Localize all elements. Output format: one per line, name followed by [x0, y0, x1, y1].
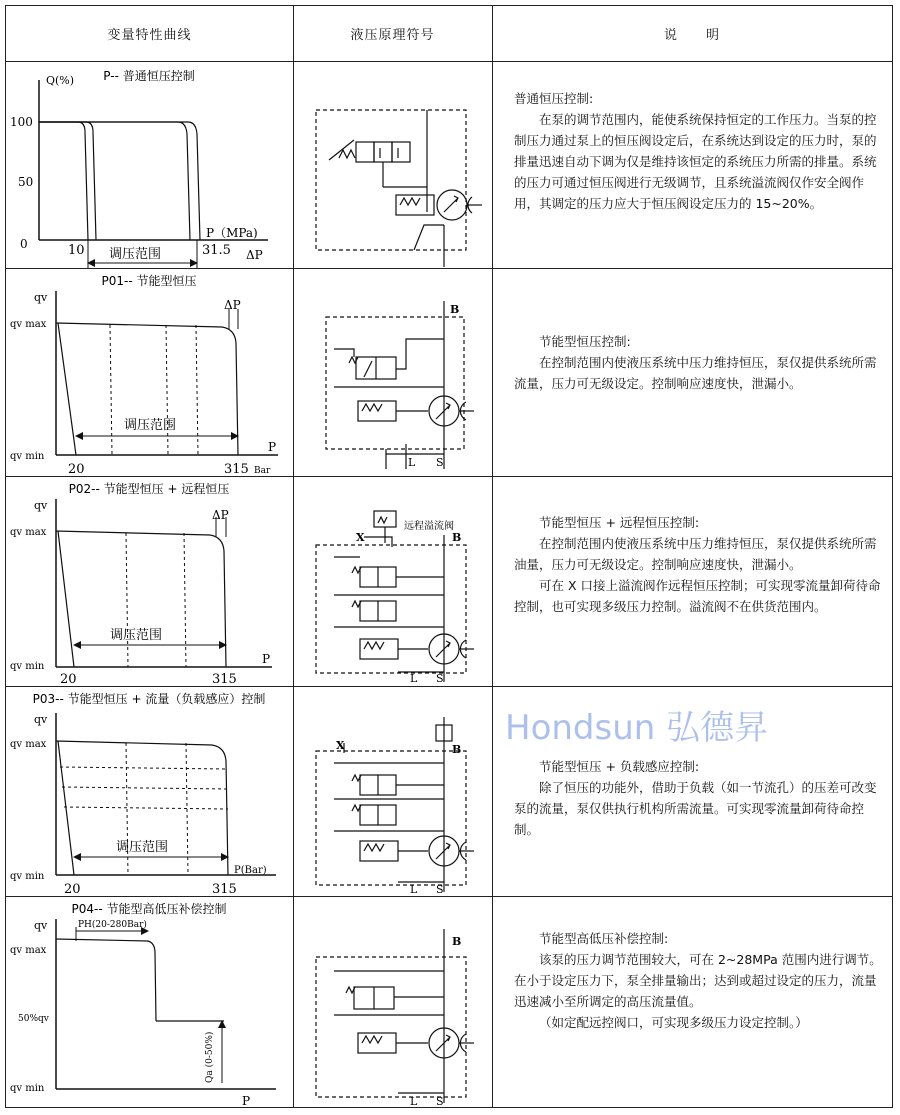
p-label: P — [268, 440, 277, 454]
spec-table — [5, 5, 893, 1108]
y-tick-100: 100 — [10, 115, 33, 129]
x-end-label: 315 — [212, 882, 237, 896]
header-curve: 变量特性曲线 — [107, 28, 192, 43]
description-heading: 普通恒压控制: — [514, 91, 594, 106]
description-body: 在控制范围内使液压系统中压力维持恒压，泵仅提供系统所需油量，压力可无级设定。控制响应速度快，泄漏小。 — [514, 536, 877, 572]
y-max-label: qv max — [10, 527, 47, 538]
x-end-label: 315 — [212, 672, 237, 686]
q-a-label: Qa (0-50%) — [205, 1031, 215, 1083]
port-l: L — [410, 1095, 418, 1108]
y-axis-label: qv — [34, 713, 48, 726]
port-s: S — [436, 1095, 444, 1108]
port-b: B — [452, 531, 462, 544]
port-x: X — [356, 531, 365, 544]
y-min-label: qv min — [10, 661, 45, 672]
description-heading: 节能型恒压控制: — [539, 334, 631, 349]
x-start-label: 10 — [68, 243, 85, 258]
port-l: L — [408, 456, 416, 469]
port-b: B — [450, 303, 460, 316]
curve-p01 — [6, 269, 293, 476]
description-body: 除了恒压的功能外，借助于负载（如一节流孔）的压差可改变泵的流量，泵仅供执行机构所需流量。可实现零流量卸荷待命控制。 — [514, 780, 877, 837]
port-x: X — [336, 739, 345, 752]
y-axis-label: qv — [34, 291, 48, 304]
port-l: L — [410, 672, 418, 685]
y-min-label: qv min — [10, 451, 45, 462]
y-mid-label: 50%qv — [18, 1014, 49, 1024]
description-p — [514, 88, 884, 214]
description-p01 — [514, 331, 886, 394]
symbol-p03 — [294, 687, 492, 896]
port-l: L — [410, 883, 418, 896]
remote-valve-label: 远程溢流阀 — [404, 521, 454, 532]
column-divider — [492, 6, 493, 1107]
y-min-label: qv min — [10, 871, 45, 882]
description-body: 在泵的调节范围内，能使系统保持恒定的工作压力。当泵的控制压力通过泵上的恒压阀设定后，在系统达到设定的压力时，泵的排量迅速自动下调为仅是维持该恒定的系统压力所需的排量。系统的压力可通过恒压阀进行无级调节，且系统溢流阀仅作安全阀作用，其调定的压力应大于恒压阀设定压力的 15~20%。 — [514, 112, 877, 211]
description-p04 — [514, 928, 886, 1033]
y-axis-label: Q(%) — [46, 74, 75, 87]
watermark: Hondsun 弘德昇 — [505, 708, 769, 748]
description-p02 — [514, 512, 886, 617]
y-max-label: qv max — [10, 739, 47, 750]
symbol-p — [294, 62, 492, 268]
delta-p-label: ΔP — [246, 248, 263, 262]
y-tick-50: 50 — [18, 175, 34, 189]
x-unit-label: Bar — [254, 466, 271, 476]
description-p03 — [514, 756, 886, 840]
p-label: P(Bar) — [234, 865, 267, 876]
port-b: B — [452, 743, 462, 756]
y-max-label: qv max — [10, 319, 47, 330]
x-start-label: 20 — [64, 882, 81, 896]
description-heading: 节能型高低压补偿控制: — [539, 931, 669, 946]
symbol-p04 — [294, 897, 492, 1109]
y-max-label: qv max — [10, 945, 47, 956]
port-s: S — [436, 883, 444, 896]
p-high-label: PH(20-280Bar) — [78, 920, 147, 930]
y-axis-label: qv — [34, 919, 48, 932]
x-start-label: 20 — [68, 462, 85, 476]
x-start-label: 20 — [60, 672, 77, 686]
x-end-label: 315 — [224, 462, 249, 476]
range-label: 调压范围 — [116, 840, 169, 855]
curve-p03 — [6, 687, 293, 896]
port-s: S — [436, 456, 444, 469]
curve-p02 — [6, 477, 293, 686]
curve-title: P02-- 节能型恒压 + 远程恒压 — [68, 482, 230, 496]
range-label: 调压范围 — [124, 418, 177, 433]
description-heading: 节能型恒压 + 远程恒压控制: — [539, 515, 700, 530]
p-label: P — [242, 1094, 251, 1108]
description-body: 该泵的压力调节范围较大，可在 2~28MPa 范围内进行调节。在小于设定压力下，泵全排量输出；达到或超过设定的压力，流量迅速减小至所调定的高压流量值。 — [514, 952, 882, 1009]
range-label: 调压范围 — [110, 628, 163, 643]
header-symbol: 液压原理符号 — [350, 28, 435, 43]
symbol-p01 — [294, 269, 492, 476]
x-axis-label: P（MPa) — [206, 226, 258, 240]
x-end-label: 31.5 — [202, 243, 231, 258]
header-description: 说 明 — [663, 28, 720, 43]
curve-title: P-- 普通恒压控制 — [103, 69, 195, 83]
description-body-2: （如定配远控阀口，可实现多级压力设定控制。） — [539, 1015, 808, 1030]
description-heading: 节能型恒压 + 负载感应控制: — [539, 759, 700, 774]
curve-p — [6, 62, 293, 268]
p-label: P — [262, 652, 271, 666]
description-body: 在控制范围内使液压系统中压力维持恒压，泵仅提供系统所需流量，压力可无级设定。控制响应速度快，泄漏小。 — [514, 355, 877, 391]
y-axis-label: qv — [34, 499, 48, 512]
port-s: S — [436, 672, 444, 685]
delta-p-label: ΔP — [224, 298, 241, 312]
curve-title: P04-- 节能型高低压补偿控制 — [71, 902, 227, 916]
y-tick-0: 0 — [20, 237, 28, 251]
delta-p-label: ΔP — [212, 508, 229, 522]
curve-p04 — [6, 897, 293, 1109]
curve-title: P01-- 节能型恒压 — [101, 274, 197, 288]
port-b: B — [452, 935, 462, 948]
range-label: 调压范围 — [109, 247, 162, 262]
y-min-label: qv min — [10, 1083, 45, 1094]
curve-title: P03-- 节能型恒压 + 流量（负载感应）控制 — [32, 692, 266, 706]
symbol-p02 — [294, 477, 492, 686]
description-body-2: 可在 X 口接上溢流阀作远程恒压控制；可实现零流量卸荷待命控制，也可实现多级压力控制。溢流阀不在供货范围内。 — [514, 578, 881, 614]
